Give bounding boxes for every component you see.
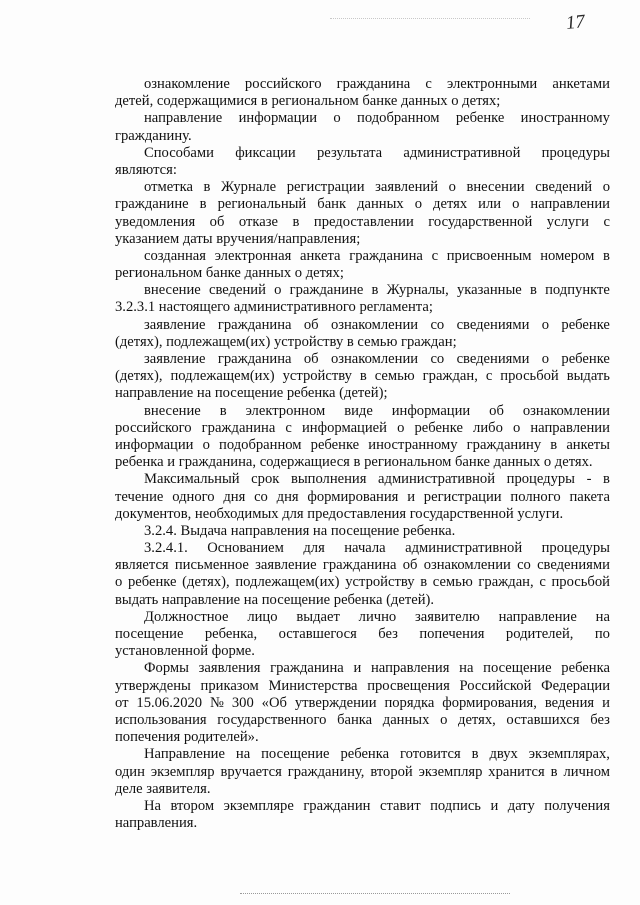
text-line: Направление на посещение ребенка готовится в двух экземплярах,: [144, 746, 610, 763]
text-line: является письменное заявление гражданина об ознакомлении со сведениями: [115, 557, 610, 574]
text-line: использования государственного банка данных о детях, оставшихся без: [115, 711, 610, 728]
text-line: информации о подобранном ребенке иностранному гражданину в анкеты: [115, 436, 610, 453]
text-line: Формы заявления гражданина и направления на посещение ребенка: [144, 660, 610, 677]
text-line: созданная электронная анкета гражданина с присвоенным номером в: [144, 247, 610, 264]
text-line: утверждены приказом Министерства просвещения Российской Федерации: [115, 677, 610, 694]
text-line: деле заявителя.: [115, 780, 211, 797]
scan-artifact-top: [330, 18, 530, 19]
text-line: один экземпляр вручается гражданину, второй экземпляр хранится в личном: [115, 763, 610, 780]
text-line: ребенка и гражданина, содержащиеся в региональном банке данных о детях.: [115, 454, 593, 471]
text-line: ознакомление российского гражданина с электронными анкетами: [144, 76, 610, 92]
text-line: посещение ребенка, оставшегося без попечения родителей, по: [115, 626, 610, 642]
text-line: заявление гражданина об ознакомлении со сведениями о ребенке: [144, 316, 610, 333]
text-line: указанием даты вручения/направления;: [115, 230, 361, 247]
text-line: 3.2.4. Выдача направления на посещение ребенка.: [144, 522, 456, 539]
text-line: направление на посещение ребенка (детей);: [115, 385, 388, 402]
text-line: На втором экземпляре гражданин ставит подпись и дату получения: [144, 797, 610, 814]
text-line: течение одного дня со дня формирования и регистрации полного пакета: [115, 488, 610, 505]
document-body: [115, 76, 610, 832]
text-line: являются:: [115, 161, 177, 178]
text-line: направления.: [115, 815, 198, 832]
text-line: российского гражданина с информацией о ребенке либо о направлении: [115, 419, 610, 436]
text-line: установленной форме.: [115, 643, 255, 660]
text-line: отметка в Журнале регистрации заявлений о внесении сведений о: [144, 179, 610, 196]
text-line: 3.2.4.1. Основанием для начала административной процедуры: [144, 540, 610, 557]
text-line: от 15.06.2020 № 300 «Об утверждении порядка формирования, ведения и: [115, 694, 610, 711]
text-line: выдать направление на посещение ребенка (детей).: [115, 591, 435, 608]
text-line: детей, содержащимися в региональном банке данных о детях;: [115, 93, 501, 110]
page-number: 17: [564, 11, 586, 34]
text-line: внесение сведений о гражданине в Журналы, указанные в подпункте: [144, 282, 610, 299]
text-line: 3.2.3.1 настоящего административного регламента;: [115, 299, 433, 316]
text-line: заявление гражданина об ознакомлении со сведениями о ребенке: [144, 351, 610, 367]
text-line: попечения родителей».: [115, 729, 259, 746]
scan-artifact-bottom: [240, 893, 510, 896]
text-line: (детях), подлежащем(их) устройству в семью граждан;: [115, 333, 457, 350]
text-line: Максимальный срок выполнения административной процедуры - в: [144, 471, 610, 488]
text-line: документов, необходимых для предоставления государственной услуги.: [115, 505, 564, 522]
text-line: Должностное лицо выдает лично заявителю направление на: [144, 608, 610, 625]
text-line: гражданину.: [115, 127, 192, 144]
text-line: региональном банке данных о детях;: [115, 265, 344, 282]
text-line: уведомления об отказе в предоставлении государственной услуги с: [115, 213, 610, 230]
text-line: (детях), подлежащем(их) устройству в семью граждан, с просьбой выдать: [115, 368, 610, 385]
text-line: гражданине в региональный банк данных о детях или о направлении: [115, 196, 610, 213]
text-line: направление информации о подобранном ребенке иностранному: [144, 110, 610, 127]
text-line: внесение в электронном виде информации об ознакомлении: [144, 402, 610, 419]
text-line: о ребенке (детях), подлежащем(их) устройству в семью граждан, с просьбой: [115, 574, 610, 591]
text-line: Способами фиксации результата административной процедуры: [144, 144, 610, 161]
